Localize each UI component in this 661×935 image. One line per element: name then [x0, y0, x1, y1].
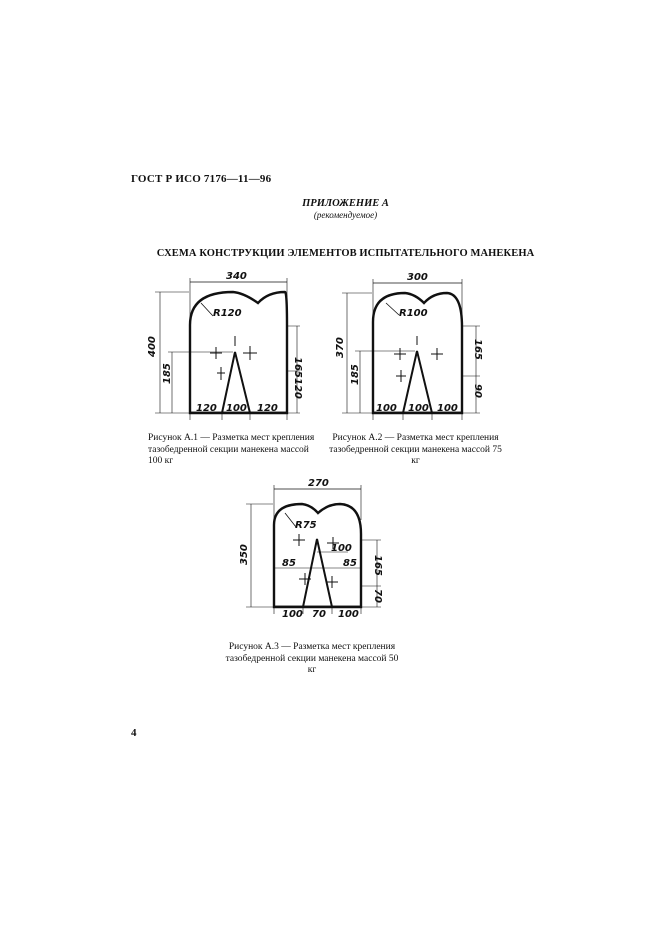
figure-a1-dim-height: 400 [147, 336, 158, 357]
figure-a3-dim-mid-left: 85 [282, 558, 296, 569]
figure-a3-dim-right-lower: 70 [372, 589, 383, 603]
figure-a1-dim-left-inner: 185 [162, 363, 173, 384]
figure-a2-dim-height: 370 [335, 337, 346, 358]
figure-a2-dim-bottom-right: 100 [437, 403, 458, 414]
figure-a2-dim-radius: R100 [399, 308, 428, 319]
page-number: 4 [131, 727, 137, 739]
figure-a3-dim-radius: R75 [295, 520, 317, 531]
figure-a1-dim-bottom-right: 120 [257, 403, 278, 414]
figure-a3-dim-bottom-right: 100 [338, 609, 359, 620]
document-code: ГОСТ Р ИСО 7176—11—96 [131, 173, 272, 185]
figure-a3-dim-height: 350 [239, 544, 250, 565]
figure-a1-dim-radius: R120 [213, 308, 242, 319]
figure-a2-dim-left-inner: 185 [350, 364, 361, 385]
figure-a1-dim-width: 340 [226, 271, 247, 282]
figure-a3-outline [274, 504, 361, 607]
figure-a1-dim-right-lower: 120 [292, 378, 303, 399]
appendix-subtitle: (рекомендуемое) [313, 210, 378, 220]
figure-a3-dim-bottom-mid: 70 [312, 609, 326, 620]
figure-a3-dim-right-upper: 165 [372, 555, 383, 576]
figure-a3-dim-width: 270 [308, 478, 329, 489]
figure-a3-caption: Рисунок А.3 — Разметка мест крепления тазобедренной секции манекена массой 50 кг [225, 642, 399, 675]
figure-a3-cross-left [293, 534, 305, 546]
figure-a1-caption: Рисунок А.1 — Разметка мест крепления тазобедренной секции манекена массой 100 кг [148, 433, 315, 466]
section-title: СХЕМА КОНСТРУКЦИИ ЭЛЕМЕНТОВ ИСПЫТАТЕЛЬНОГО МАНЕКЕНА [156, 248, 535, 259]
figure-a3-dim-top-right: 100 [331, 543, 352, 554]
figure-a3-dim-mid-right: 85 [343, 558, 357, 569]
figure-a3-dim-bottom-left: 100 [282, 609, 303, 620]
figure-a2-caption: Рисунок А.2 — Разметка мест крепления тазобедренной секции манекена массой 75 кг [329, 433, 502, 466]
figure-a2-dim-width: 300 [407, 272, 428, 283]
figure-a1-dim-right-upper: 165 [292, 357, 303, 378]
figure-a2-dim-bottom-mid: 100 [408, 403, 429, 414]
figure-a2-dim-bottom-left: 100 [376, 403, 397, 414]
figure-a1-dim-bottom-mid: 100 [226, 403, 247, 414]
figure-a3-wedge [303, 539, 332, 607]
figure-a2-dim-right-upper: 165 [472, 339, 483, 360]
figure-a1-dim-bottom-left: 120 [196, 403, 217, 414]
figure-a2-dim-right-lower: 90 [472, 384, 483, 398]
appendix-title: ПРИЛОЖЕНИЕ А [302, 198, 389, 209]
